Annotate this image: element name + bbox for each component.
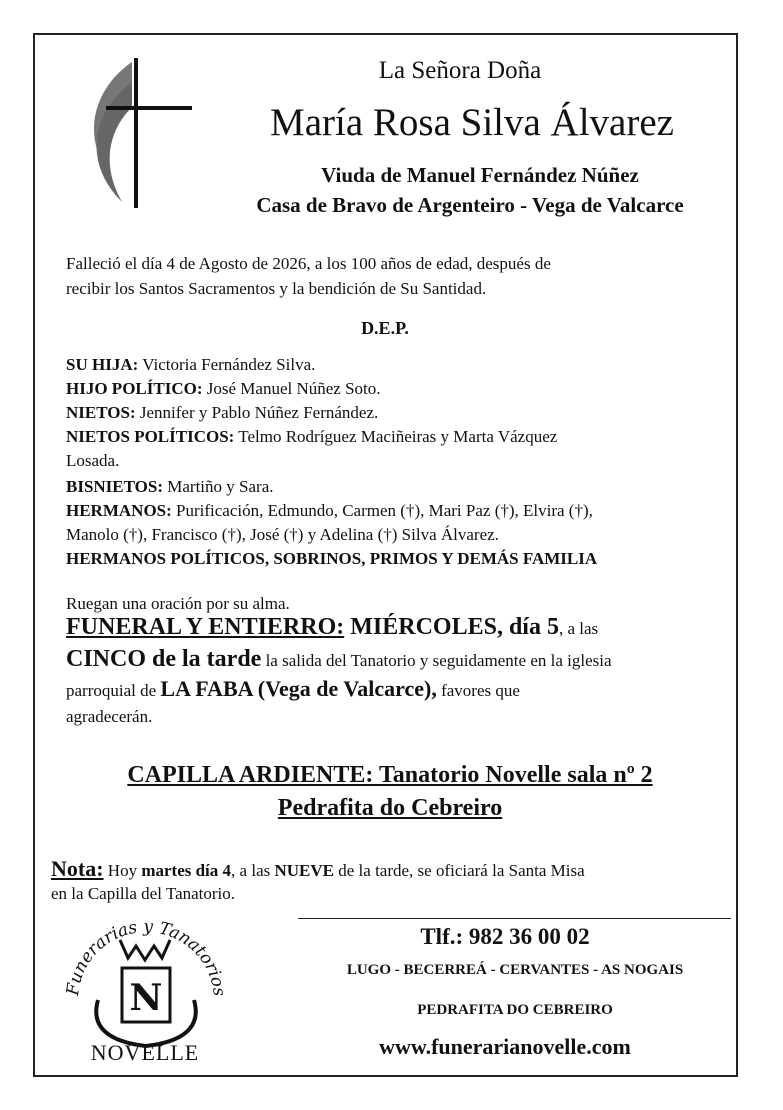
nota-pre: Hoy xyxy=(103,861,142,880)
family-nietos xyxy=(66,403,378,423)
family-nietos-politicos xyxy=(66,427,557,447)
nota-post: de la tarde, se oficiará la Santa Misa xyxy=(334,861,585,880)
nota-time: NUEVE xyxy=(274,861,334,880)
family-bisnietos xyxy=(66,477,274,497)
family-nietos-politicos-cont: Losada. xyxy=(66,451,120,470)
parish: LA FABA (Vega de Valcarce), xyxy=(160,676,437,701)
label: NIETOS POLÍTICOS: xyxy=(66,427,235,446)
value: José Manuel Núñez Soto. xyxy=(202,379,381,398)
funeral-day: MIÉRCOLES, día 5 xyxy=(344,614,559,640)
death-line-2: recibir los Santos Sacramentos y la bendición de Su Santidad. xyxy=(66,279,487,298)
deceased-name: María Rosa Silva Álvarez xyxy=(270,101,674,144)
label: SU HIJA: xyxy=(66,355,139,374)
divider xyxy=(298,918,731,919)
funeral-after-time: la salida del Tanatorio y seguidamente en la iglesia xyxy=(261,651,612,670)
company-place2: PEDRAFITA DO CEBREIRO xyxy=(417,1002,613,1018)
funeral-line-2 xyxy=(66,646,612,673)
family-hermanos-cont: Manolo (†), Francisco (†), José (†) y Adelina (†) Silva Álvarez. xyxy=(66,525,499,544)
funeral-line-1 xyxy=(66,614,598,641)
capilla-line-1: CAPILLA ARDIENTE: Tanatorio Novelle sala nº 2 xyxy=(127,762,653,788)
nota-line-1 xyxy=(51,856,585,882)
capilla-line-2: Pedrafita do Cebreiro xyxy=(277,795,503,821)
logo-arc-text: Funerarias y Tanatorios xyxy=(63,916,229,998)
funeral-after-day: , a las xyxy=(558,619,599,638)
value: Victoria Fernández Silva. xyxy=(138,355,316,374)
house-line: Casa de Bravo de Argenteiro - Vega de Valcarce xyxy=(256,193,684,217)
value: Telmo Rodríguez Maciñeiras y Marta Vázquez xyxy=(234,427,558,446)
company-name: NOVELLE xyxy=(90,1040,200,1065)
nota-line-2: en la Capilla del Tanatorio. xyxy=(51,884,236,903)
value: Martiño y Sara. xyxy=(163,477,274,496)
family-hermanos xyxy=(66,501,593,521)
company-phone: Tlf.: 982 36 00 02 xyxy=(420,924,590,949)
cross-flame-icon xyxy=(62,52,194,212)
funeral-thanks: agradecerán. xyxy=(66,707,153,726)
nota-day: martes día 4 xyxy=(141,861,232,880)
death-line-1: Falleció el día 4 de Agosto de 2026, a los 100 años de edad, después de xyxy=(66,254,551,273)
nota-label: Nota: xyxy=(51,856,104,881)
parish-pre: parroquial de xyxy=(66,681,161,700)
widow-line: Viuda de Manuel Fernández Núñez xyxy=(321,163,639,187)
label: BISNIETOS: xyxy=(66,477,164,496)
label: NIETOS: xyxy=(66,403,136,422)
ruegan: Ruegan una oración por su alma. xyxy=(66,594,290,613)
family-hija xyxy=(66,355,315,375)
family-hijo-politico xyxy=(66,379,381,399)
nota-mid: , a las xyxy=(231,861,275,880)
funeral-line-3 xyxy=(66,676,520,702)
value: Jennifer y Pablo Núñez Fernández. xyxy=(135,403,379,422)
value: Purificación, Edmundo, Carmen (†), Mari Paz (†), Elvira (†), xyxy=(171,501,593,520)
funeral-time: CINCO de la tarde xyxy=(66,646,262,672)
family-demas: HERMANOS POLÍTICOS, SOBRINOS, PRIMOS Y DEMÁS FAMILIA xyxy=(66,549,598,568)
parish-post: favores que xyxy=(436,681,520,700)
dep: D.E.P. xyxy=(361,318,409,338)
label: HIJO POLÍTICO: xyxy=(66,379,203,398)
company-places: LUGO - BECERREÁ - CERVANTES - AS NOGAIS xyxy=(346,962,684,978)
company-web[interactable]: www.funerarianovelle.com xyxy=(379,1034,631,1059)
header-prefix: La Señora Doña xyxy=(378,57,542,84)
funeral-label: FUNERAL Y ENTIERRO: xyxy=(66,614,345,640)
logo-monogram: N xyxy=(129,977,163,1019)
label: HERMANOS: xyxy=(66,501,172,520)
